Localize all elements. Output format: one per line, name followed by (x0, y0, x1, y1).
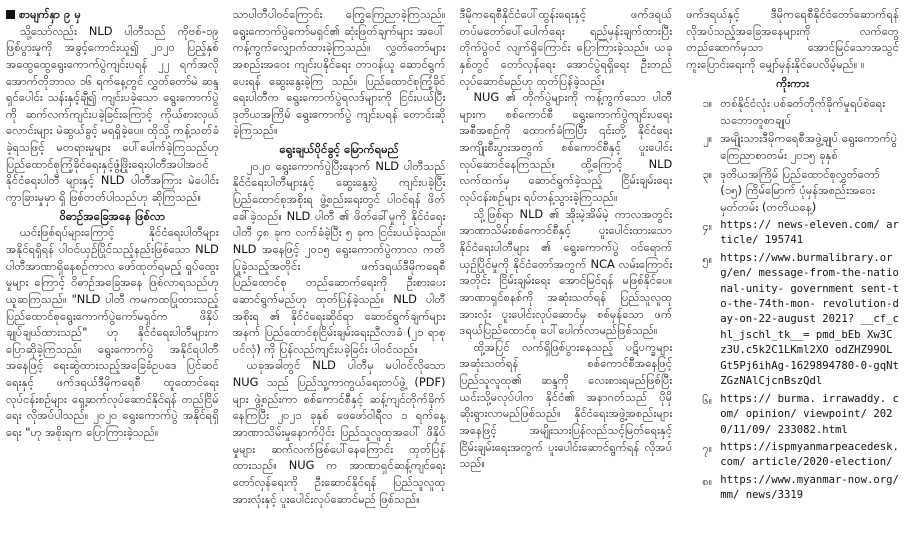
reference-text: ဒုတိယအကြိမ် ပြည်ထောင်စုလွှတ်တော် (၁၅) ကြိမ်မြောက် ပုံမှန်အစည်းအဝေး မှတ်တမ်း (တတိယနေ့) (720, 166, 880, 215)
reference-text: အမျိုးသားဒီမိုကရေစီအဖွဲ့ချုပ် ရွေးကောက်ပွဲ ကြေညာစာတမ်း ၂၀၁၅ ခုနှစ် (720, 131, 898, 163)
reference-link[interactable]: https:// news-eleven.com/ article/ 195741 (720, 218, 899, 247)
paragraph: ၂၀၂၀ ရွေးကောက်ပွဲပြီးနောက် NLD ပါတီသည် နိုင်ငံရေးပါတီများနှင့် ဆွေးနွေးပွဲ ကျင်းပခဲ့ပြီး ပြည်ထောင်စုအစိုးရ ဖွဲ့စည်းရေးတွင် ပါဝင်ရန် ဖိတ်ခေါ်ခဲ့သည်။ NLD ပါတီ ၏ ဖိတ်ခေါ်မှုကို နိုင်ငံရေးပါတီ ၄၈ ခုက လက်ခံခဲ့ပြီး ၅ ခုက ငြင်းပယ်ခဲ့သည်။ NLD အနေဖြင့် ၂၀၁၅ ရွေးကောက်ပွဲကာလ ကတိပြုခဲ့သည့်အတိုင်း ဖက်ဒရယ်ဒီမိုကရေစီ ပြည်ထောင်စု တည်ဆောက်ရေးကို ဦးစားပေး ဆောင်ရွက်မည်ဟု ထုတ်ပြန်ခဲ့သည်။ NLD ပါတီ အစိုးရ ၏ နိုင်ငံရေးဆိုင်ရာ ဆောင်ရွက်ချက်များအနက် ပြည်ထောင်စုငြိမ်းချမ်းရေးညီလာခံ (၂၁ ရာစုပင်လုံ) ကို ပြန်လည်ကျင်းပခဲ့ခြင်း ပါဝင်သည်။ (232, 158, 446, 356)
reference-number: ၆။ (702, 392, 713, 407)
reference-number: ၈။ (702, 473, 713, 488)
reference-list (686, 95, 899, 504)
continued-heading (6, 6, 219, 23)
reference-item (686, 218, 899, 249)
references-title: ကိုးကား (776, 75, 809, 90)
paragraph: ထို့အပြင် လက်ရှိဖြစ်ပွားနေသည့် ပဋိပက္ခများ အဆုံးသတ်ရန် စစ်ကောင်စီအနေဖြင့် ပြည်သူလူထု၏ ဆန္ဒကို လေးစားရမည်ဖြစ်ပြီး ယင်းသို့မလုပ်ပါက နိုင်ငံ၏ အနာဂတ်သည် ပိုမိုဆိုးရွားလာမည်ဖြစ်သည်။ နိုင်ငံရေးအဖွဲ့အစည်းများ အနေဖြင့် အမျိုးသားပြန်လည်သင့်မြတ်ရေးနှင့် ငြိမ်းချမ်းရေးအတွက် ပူးပေါင်းဆောင်ရွက်ရန် လိုအပ်သည်။ (459, 339, 673, 471)
reference-number: ၅။ (702, 251, 713, 266)
reference-item (686, 95, 899, 128)
reference-item (686, 392, 899, 438)
reference-link[interactable]: https://ispmyanmarpeacedesk.com/ article/2020-election/ (720, 441, 899, 469)
square-bullet-icon (6, 10, 15, 19)
column-2 (233, 6, 446, 532)
column-1 (6, 6, 219, 532)
reference-link[interactable]: https://www.burmalibrary.org/en/ message-from-the-national-unity- government sent-to-the-74th-mon- revolution-day-on-22-august 2021? __cf_chl_jschl_tk__= pmd_bEb Xw3C z3U.c5k2C1LKml2XO odZHZ99OL Gt5Pj6ihAg-1629894780-0-gqNt ZGzNAlCjcnBszQdl (720, 251, 899, 388)
section-subhead: ဝိဓာဉ်အခြေအနေ ဖြစ်လာ (59, 208, 166, 223)
reference-number: ၂။ (703, 131, 713, 146)
column-4 (686, 6, 899, 532)
article-page (6, 6, 899, 532)
reference-link[interactable]: https:// burma. irrawaddy. com/ opinion/ viewpoint/ 2020/11/09/ 233082.html (720, 392, 899, 436)
reference-item (686, 166, 899, 216)
reference-text: တစ်နိုင်ငံလုံး ပစ်ခတ်တိုက်ခိုက်မှုရပ်စဲရေး သဘောတူစာချုပ် (720, 96, 886, 127)
reference-item (686, 130, 899, 163)
reference-item (686, 473, 899, 504)
continued-from-label: စာမျက်နှာ ၉ မှ (19, 7, 81, 21)
paragraph: သို့ဖြစ်ရာ NLD ၏ အိုးမဲ့အိမ်မဲ့ ကာလအတွင်း အာဏာသိမ်းစစ်ကောင်စီနှင့် ပူးပေါင်းထားသော နိုင်ငံရေးပါတီများ ၏ ရွေးကောက်ပွဲ ဝင်ရောက်ယှဉ်ပြိုင်မှုကို နိုင်ငံတော်အတွက် NCA လမ်းကြောင်းအတိုင်း ငြိမ်းချမ်းရေး အောင်မြင်ရန် မဖြစ်နိုင်ပေ။ အာဏာရှင်စနစ်ကို အဆုံးသတ်ရန် ပြည်သူလူထုအားလုံး ပူးပေါင်းလုပ်ဆောင်မှ စစ်မှန်သော ဖက်ဒရယ်ပြည်ထောင်စု ပေါ်ပေါက်လာမည်ဖြစ်သည်။ (459, 206, 673, 338)
paragraph: NUG ၏ တိုက်ပွဲများကို ကန့်ကွက်သော ပါတီများက စစ်ကောင်စီ ရွေးကောက်ပွဲကျင်းပရေး အစီအစဉ်ကို ထောက်ခံကြပြီး ၎င်းတို့ နိုင်ငံရေး အကျိုးစီးပွားအတွက် စစ်ကောင်စီနှင့် ပူးပေါင်းလုပ်ဆောင်နေကြသည်။ ထို့ကြောင့် NLD လက်ထက်မှ ဆောင်ရွက်ခဲ့သည့် ငြိမ်းချမ်းရေးလုပ်ငန်းစဉ်များ ရပ်တန့်သွားခဲ့ကြသည်။ (459, 90, 673, 205)
paragraph: သာပါတီပါဝင်ကြောင်း ကြွေကြေညာခဲ့ကြသည်။ ရွေးကောက်ပွဲကော်မရှင်၏ ဆုံးဖြတ်ချက်များ အပေါ် ကန့်ကွက်လျှောက်ထားခဲ့ကြသည်။ လွှတ်တော်များ အစည်းအဝေး ကျင်းပနိုင်ရေး တာဝန်ယူ ဆောင်ရွက်ပေးရန် ဆွေးနွေးခဲ့ကြ သည်။ ပြည်ထောင်စုကြံ့ခိုင်ရေးပါတီက ရွေးကောက်ပွဲရလဒ်များကို ငြင်းပယ်ပြီး ဒုတိယအကြိမ် ရွေးကောက်ပွဲ ကျင်းပရန် တောင်းဆိုခဲ့ကြသည်။ (232, 7, 446, 138)
reference-number: ၁။ (702, 96, 713, 111)
reference-number: ၄။ (702, 218, 713, 233)
paragraph: ယခုအခါတွင် NLD ပါတီမှ မပါဝင်လိုသော NUG သည် ပြည်သူ့ကာကွယ်ရေးတပ်ဖွဲ့ (PDF) များ ဖွဲ့စည်းကာ စစ်ကောင်စီနှင့် ဆန့်ကျင်တိုက်ခိုက်နေကြပြီး ၂၀၂၁ ခုနှစ် ဖေဖော်ဝါရီလ ၁ ရက်နေ့ အာဏာသိမ်းမှုနောက်ပိုင်း ပြည်သူလူထုအပေါ် ဖိနှိပ်မှုများ ဆက်လက်ဖြစ်ပေါ်နေကြောင်း ထုတ်ပြန်ထားသည်။ NUG က အာဏာရှင်ဆန့်ကျင်ရေး တော်လှန်ရေးကို ဦးဆောင်နိုင်ရန် ပြည်သူလူထုအားလုံးနှင့် ပူးပေါင်းလုပ်ဆောင်မည် ဖြစ်သည်။ (232, 358, 446, 506)
reference-number: ၇။ (702, 441, 713, 456)
paragraph: ဖက်ဒရယ်နှင့် ဒီမိုကရေစီနိုင်ငံတော်ဆောက်ရန် လိုအပ်သည့်အခြေအနေများကို လက်တွေ့ တည်ဆောက်မှသာ အောင်မြင်သောအသွင် ကူးပြောင်းရေးကို မျှော်မှန်းနိုင်ပေလိမ့်မည်။ ။ (686, 7, 899, 71)
reference-item (686, 251, 899, 390)
reference-item (686, 440, 899, 471)
reference-link[interactable]: https://www.myanmar-now.org/mm/ news/3319 (720, 473, 899, 502)
paragraph: ယင်းဖြစ်ရပ်များကြောင့် နိုင်ငံရေးပါတီများ အနိုင်ရရှိရန် ပါဝင်ယှဉ်ပြိုင်သည့်နည်းဖြစ်သော NLD ပါတီအာဏာရှိနေစဉ်ကာလ ဖော်ထုတ်ရမည့် ရှုပ်ထွေးမှုများ ကြောင့် ဝိဓာဉ်အခြေအနေ ဖြစ်လာရသည်ဟု ယူဆကြသည်။ "NLD ပါတီ ကမကထပြုထားသည့် ပြည်ထောင်စုရွေးကောက်ပွဲကော်မရှင်က ဖိနှိပ်ချုပ်ချယ်ထားသည်" ဟု နိုင်ငံရေးပါတီများက ပြောဆိုခဲ့ကြသည်။ ရွေးကောက်ပွဲ အနိုင်ရပါတီအနေဖြင့် ရေးဆွဲထားသည့်အခြေခံဥပဒေ ပြင်ဆင်ရေးနှင့် ဖက်ဒရယ်ဒီမိုကရေစီ ထူထောင်ရေးလုပ်ငန်းစဉ်များ ရှေ့ဆက်လုပ်ဆောင်နိုင်ရန် တည်ငြိမ်ရေး လိုအပ်ပါသည်။ ၂၀၂၀ ရွေးကောက်ပွဲ အနိုင်ရရှိရေး "ဟု အစိုးရက ပြောကြားခဲ့သည်။ (6, 225, 219, 440)
paragraph: သို့သော်လည်း NLD ပါတီသည် ကိုဗစ်-၁၉ ဖြစ်ပွားမှုကို အခွင့်ကောင်းယူ၍ ၂၀၂၀ ပြည့်နှစ် အထွေထွေရွေးကောက်ပွဲကျင်းပရန် ၂၂ ရက်အလို အောက်တိုဘာလ ၁၆ ရက်နေ့တွင် လွှတ်တော်မဲ ဆန္ဒရှင်ပေါင်း သန်းနှင့်ချီ၍ ကျင်းပခဲ့သော ရွေးကောက်ပွဲကို ဆက်လက်ကျင်းပခဲ့ခြင်းကြောင့် ကိုယ်စားလှယ်လောင်းများ မဲဆွယ်ခွင့် မရရှိခဲ့ပေ။ ထိုသို့ ကန့်သတ်ခံခဲ့ရသဖြင့် မတရားမှုများ ပေါ်ပေါက်ခဲ့ကြသည်ဟု ပြည်ထောင်စုကြံ့ခိုင်ရေးနှင့်ဖွံ့ဖြိုးရေးပါတီအပါအဝင် နိုင်ငံရေးပါတီ များနှင့် NLD ပါတီအကြား မဲပေါင်း ကွာခြားမှုမှာ ရှိ ဖြစ်တတ်ပါသည်ဟု ဆိုကြသည်။ (6, 23, 219, 205)
paragraph: ဒီမိုကရေစီနိုင်ငံပေါ်ထွန်းရေးနှင့် ဖက်ဒရယ် တပ်မတော်ပေါ်ပေါက်ရေး ရည်မှန်းချက်ထားပြီး တိုက်ပွဲဝင် လျက်ရှိကြောင်း ပြောကြားခဲ့သည်။ ယခုနှစ်တွင် တော်လှန်ရေး အောင်ပွဲရရှိရေး ဦးတည် လုပ်ဆောင်မည်ဟု ထုတ်ပြန်ခဲ့သည်။ (459, 7, 673, 88)
reference-number: ၃။ (702, 166, 713, 181)
column-3 (460, 6, 673, 532)
section-subhead: ရွေးချယ်ပိုင်ခွင့် မြောက်ရမည် (279, 142, 399, 157)
